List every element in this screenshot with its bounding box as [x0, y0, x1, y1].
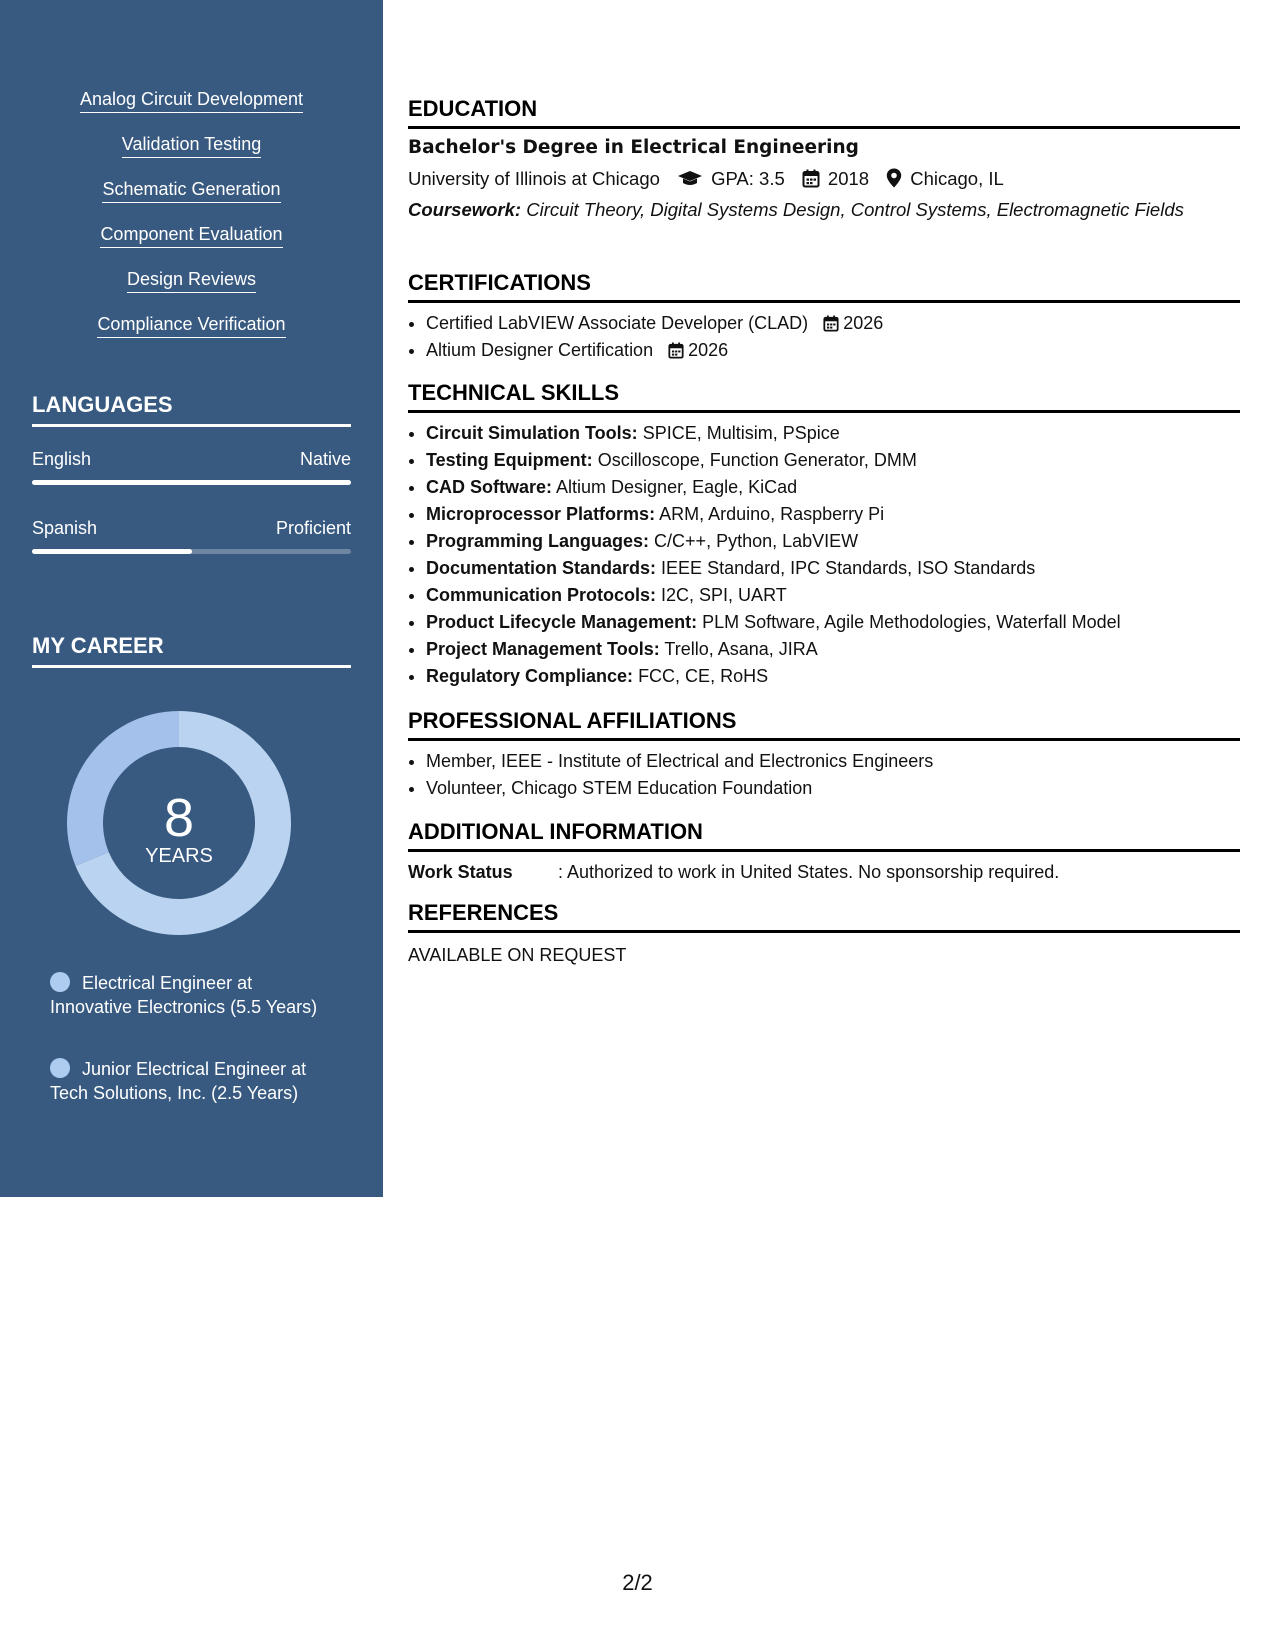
location-pin-icon: [886, 168, 902, 188]
language-proficiency-bar: [32, 480, 351, 485]
career-years-number: 8: [163, 788, 195, 848]
calendar-icon: [802, 169, 820, 188]
skill-value: Altium Designer, Eagle, KiCad: [556, 477, 798, 497]
sidebar: [0, 0, 383, 1197]
coursework: [408, 198, 1208, 222]
career-heading: MY CAREER: [32, 633, 351, 668]
certifications-heading: CERTIFICATIONS: [408, 270, 1240, 303]
skill-value: Oscilloscope, Function Generator, DMM: [597, 450, 917, 470]
skill-item: [426, 582, 1121, 609]
language-level: Native: [299, 449, 351, 469]
school-location: Chicago, IL: [910, 168, 1004, 189]
education-heading: EDUCATION: [408, 96, 1240, 129]
skill-label: Product Lifecycle Management:: [426, 612, 698, 632]
affiliations-heading: PROFESSIONAL AFFILIATIONS: [408, 708, 1240, 741]
calendar-icon: [823, 315, 839, 332]
certification-item: [426, 310, 883, 337]
certification-name: Altium Designer Certification: [426, 340, 654, 360]
skill-value: SPICE, Multisim, PSpice: [642, 423, 840, 443]
skill-link[interactable]: Compliance Verification: [97, 313, 285, 338]
skill-item: [426, 636, 1121, 663]
skill-value: PLM Software, Agile Methodologies, Waterfall Model: [702, 612, 1121, 632]
language-name: Spanish: [32, 518, 98, 538]
coursework-list: Circuit Theory, Digital Systems Design, Control Systems, Electromagnetic Fields: [526, 199, 1184, 220]
career-donut-chart: [66, 710, 292, 936]
skill-value: C/C++, Python, LabVIEW: [654, 531, 859, 551]
skill-item: [426, 555, 1121, 582]
calendar-icon: [668, 342, 684, 359]
language-proficiency-bar: [32, 549, 351, 554]
affiliation-item: • Volunteer, Chicago STEM Education Foundation: [426, 775, 933, 802]
technical-skills-list: [426, 420, 1121, 690]
certification-name: Certified LabVIEW Associate Developer (CLAD): [426, 313, 809, 333]
skill-label: Documentation Standards:: [426, 558, 657, 578]
language-name: English: [32, 449, 92, 469]
skill-link[interactable]: Analog Circuit Development: [80, 88, 303, 113]
skill-item: [426, 528, 1121, 555]
skills-list: [0, 88, 383, 358]
skill-value: Trello, Asana, JIRA: [664, 639, 818, 659]
degree-title: Bachelor's Degree in Electrical Engineering: [408, 137, 859, 158]
career-donut-segment-minor: [67, 711, 179, 866]
affiliations-list: [426, 748, 933, 802]
skill-label: Programming Languages:: [426, 531, 650, 551]
certification-item: [426, 337, 883, 364]
skill-item: [426, 474, 1121, 501]
skill-value: I2C, SPI, UART: [661, 585, 787, 605]
affiliation-item: • Member, IEEE - Institute of Electrical and Electronics Engineers: [426, 748, 933, 775]
skill-label: CAD Software:: [426, 477, 553, 497]
references-text: AVAILABLE ON REQUEST: [408, 945, 627, 965]
gpa: GPA: 3.5: [711, 168, 785, 189]
language-level: Proficient: [275, 518, 351, 538]
references-heading: REFERENCES: [408, 900, 1240, 933]
language-proficiency-fill: [32, 480, 351, 485]
career-dot-icon: [50, 972, 70, 992]
career-dot-icon: [50, 1058, 70, 1078]
skill-link[interactable]: Component Evaluation: [100, 223, 282, 248]
skill-value: FCC, CE, RoHS: [638, 666, 769, 686]
skill-link[interactable]: Validation Testing: [122, 133, 261, 158]
career-item: [50, 971, 330, 1019]
certification-year: 2026: [843, 313, 884, 333]
skill-label: Communication Protocols:: [426, 585, 657, 605]
additional-info-heading: ADDITIONAL INFORMATION: [408, 819, 1240, 852]
skill-label: Testing Equipment:: [426, 450, 593, 470]
skill-value: ARM, Arduino, Raspberry Pi: [659, 504, 885, 524]
certification-year: 2026: [688, 340, 729, 360]
skill-item: [426, 447, 1121, 474]
education-details: [408, 168, 1004, 190]
school-name: University of Illinois at Chicago: [408, 168, 660, 189]
skill-link[interactable]: Design Reviews: [127, 268, 256, 293]
career-item-text: Junior Electrical Engineer at Tech Solutions, Inc. (2.5 Years): [50, 1059, 307, 1103]
language-proficiency-fill: [32, 549, 192, 554]
skill-item: [426, 501, 1121, 528]
work-status-value: : Authorized to work in United States. No sponsorship required.: [558, 862, 1060, 882]
skill-label: Regulatory Compliance:: [426, 666, 634, 686]
skill-label: Project Management Tools:: [426, 639, 660, 659]
skill-item: [426, 609, 1121, 636]
skill-label: Microprocessor Platforms:: [426, 504, 656, 524]
graduation-cap-icon: [677, 170, 703, 188]
coursework-label: Coursework:: [408, 199, 522, 220]
language-row: [32, 449, 351, 470]
work-status-label: Work Status: [408, 862, 513, 882]
career-years-label: YEARS: [145, 845, 213, 867]
skill-value: IEEE Standard, IPC Standards, ISO Standards: [661, 558, 1036, 578]
skill-item: [426, 663, 1121, 690]
career-item-text: Electrical Engineer at Innovative Electronics (5.5 Years): [50, 973, 318, 1017]
graduation-year: 2018: [827, 168, 870, 189]
languages-heading: LANGUAGES: [32, 392, 351, 427]
certifications-list: [426, 310, 883, 364]
technical-skills-heading: TECHNICAL SKILLS: [408, 380, 1240, 413]
language-row: [32, 518, 351, 539]
page-number: 2/2: [622, 1570, 653, 1595]
work-status-row: [408, 862, 1059, 883]
skill-link[interactable]: Schematic Generation: [102, 178, 280, 203]
career-item: [50, 1057, 330, 1105]
skill-label: Circuit Simulation Tools:: [426, 423, 638, 443]
skill-item: [426, 420, 1121, 447]
